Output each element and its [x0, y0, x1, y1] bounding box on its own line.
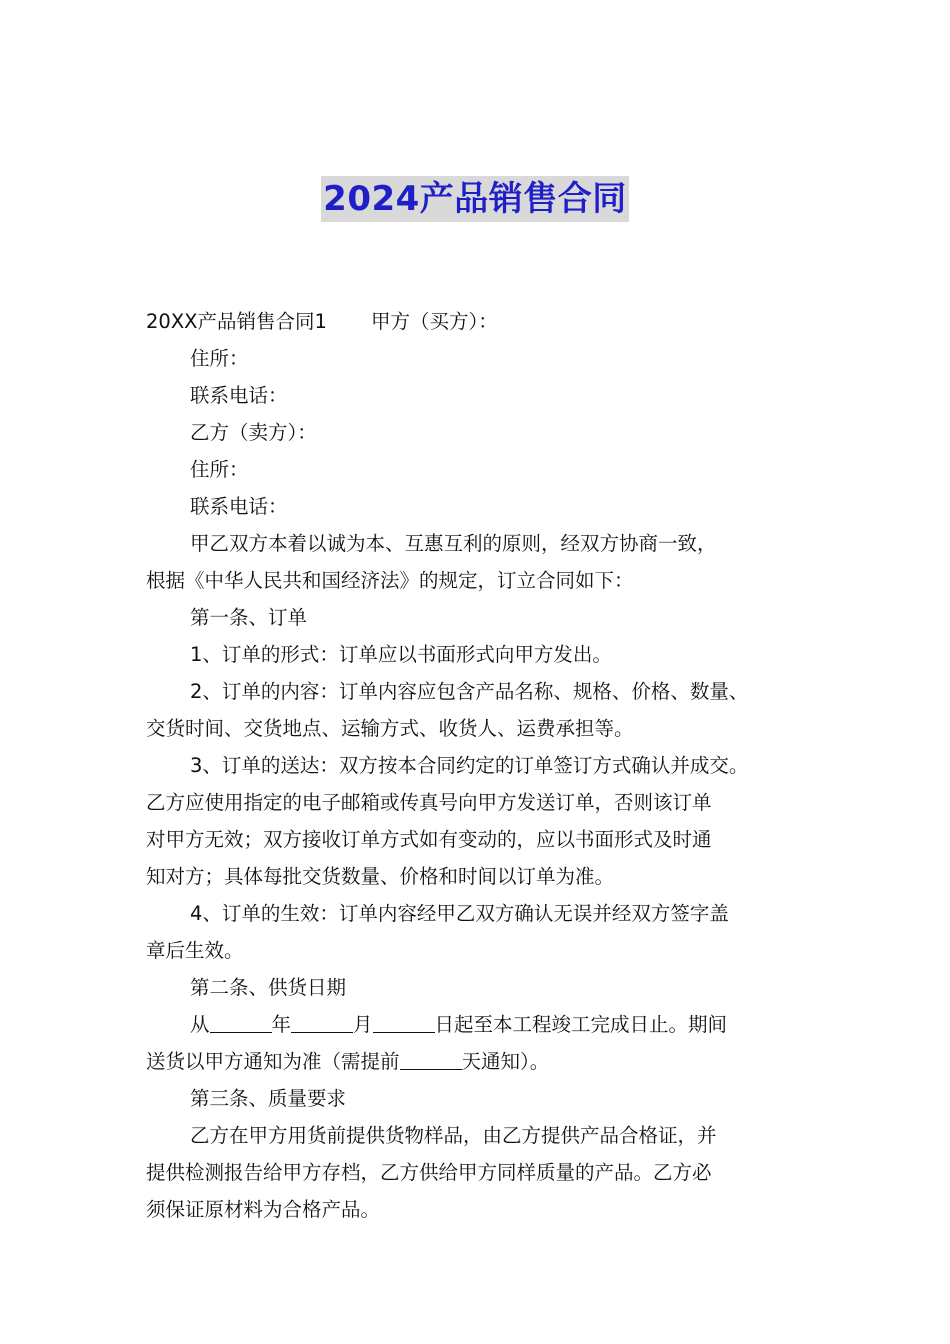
intro-line — [146, 303, 826, 340]
article-1-clause-3-line-1: 3、订单的送达：双方按本合同约定的订单签订方式确认并成交。 — [190, 754, 749, 777]
contract-heading: 20XX产品销售合同1 — [146, 310, 327, 333]
party-a-label: 甲方（买方）： — [370, 310, 498, 333]
party-a-address: 住所： — [190, 347, 249, 370]
notice-rest-text: 天通知）。 — [461, 1050, 550, 1073]
article-2-line-2 — [146, 1043, 826, 1080]
day-rest-text: 日起至本工程竣工完成日止。期间 — [434, 1013, 728, 1036]
party-b-address: 住所： — [190, 458, 249, 481]
day-blank[interactable] — [373, 1010, 435, 1033]
article-2-heading: 第二条、供货日期 — [190, 976, 347, 999]
article-3-line-2: 提供检测报告给甲方存档，乙方供给甲方同样质量的产品。乙方必 — [146, 1161, 712, 1184]
party-a-phone: 联系电话： — [190, 384, 288, 407]
article-1-clause-3-line-3: 对甲方无效；双方接收订单方式如有变动的，应以书面形式及时通 — [146, 828, 712, 851]
article-1-heading: 第一条、订单 — [190, 606, 308, 629]
article-1-clause-3-line-4: 知对方；具体每批交货数量、价格和时间以订单为准。 — [146, 865, 615, 888]
month-text: 月 — [353, 1013, 373, 1036]
article-2-line-1 — [146, 1006, 826, 1043]
article-1-clause-2-line-1: 2、订单的内容：订单内容应包含产品名称、规格、价格、数量、 — [190, 680, 749, 703]
preamble-line-1: 甲乙双方本着以诚为本、互惠互利的原则，经双方协商一致， — [190, 532, 717, 555]
preamble-line-2: 根据《中华人民共和国经济法》的规定，订立合同如下： — [146, 569, 634, 592]
notice-text: 送货以甲方通知为准（需提前 — [146, 1050, 400, 1073]
year-blank[interactable] — [210, 1010, 272, 1033]
article-1-clause-3-line-2: 乙方应使用指定的电子邮箱或传真号向甲方发送订单，否则该订单 — [146, 791, 712, 814]
title-wrap — [0, 176, 950, 222]
article-1-clause-4-line-1: 4、订单的生效：订单内容经甲乙双方确认无误并经双方签字盖 — [190, 902, 729, 925]
party-b-phone: 联系电话： — [190, 495, 288, 518]
article-1-clause-2-line-2: 交货时间、交货地点、运输方式、收货人、运费承担等。 — [146, 717, 634, 740]
article-1-clause-1: 1、订单的形式：订单应以书面形式向甲方发出。 — [190, 643, 612, 666]
article-3-heading: 第三条、质量要求 — [190, 1087, 347, 1110]
month-blank[interactable] — [291, 1010, 353, 1033]
year-text: 年 — [271, 1013, 292, 1036]
document-title: 2024产品销售合同 — [321, 176, 629, 222]
article-1-clause-4-line-2: 章后生效。 — [146, 939, 244, 962]
document-body — [146, 303, 826, 1228]
article-3-line-3: 须保证原材料为合格产品。 — [146, 1198, 381, 1221]
from-text: 从 — [190, 1013, 210, 1036]
article-3-line-1: 乙方在甲方用货前提供货物样品，由乙方提供产品合格证，并 — [190, 1124, 717, 1147]
notice-days-blank[interactable] — [400, 1047, 462, 1070]
party-b-label: 乙方（卖方）： — [190, 421, 317, 444]
